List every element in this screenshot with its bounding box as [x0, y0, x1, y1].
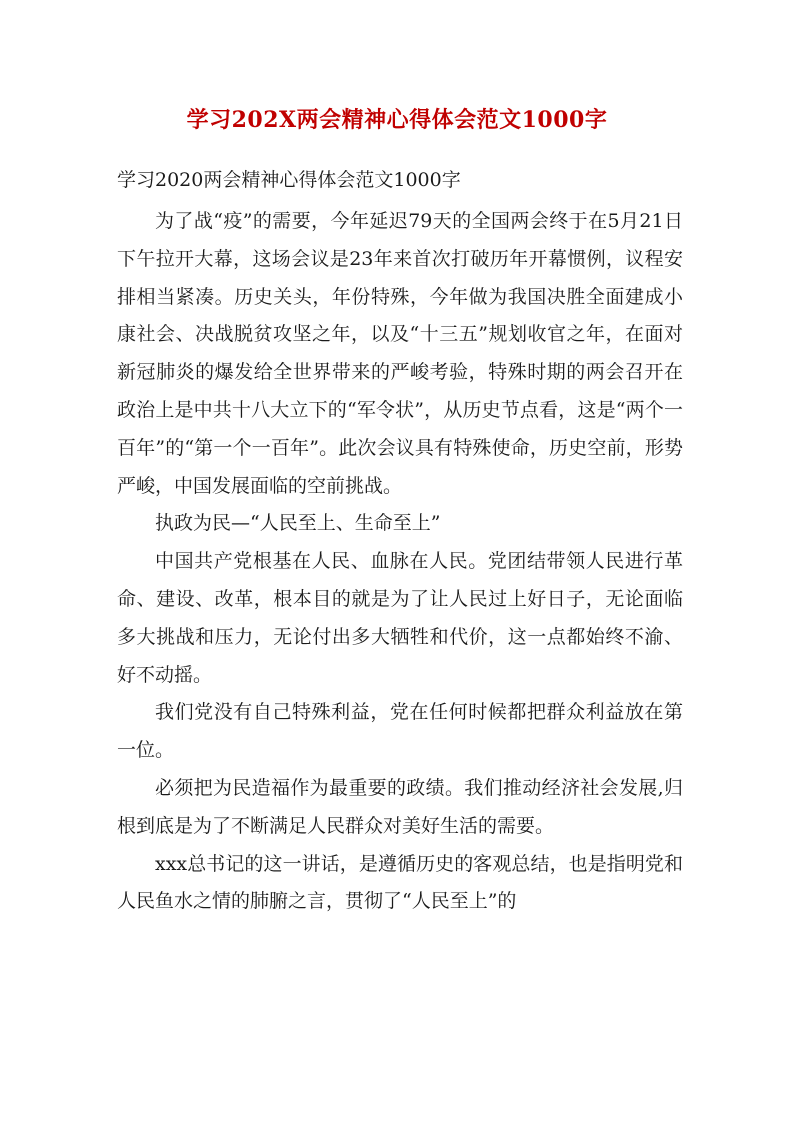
paragraph: 为了战“疫”的需要，今年延迟79天的全国两会终于在5月21日下午拉开大幕，这场会议是23年来首次打破历年开幕惯例，议程安排相当紧凑。历史关头，年份特殊，今年做为我国决胜全面建成小康社会、决战脱贫攻坚之年，以及“十三五”规划收官之年，在面对新冠肺炎的爆发给全世界带来的严峻考验，特殊时期的两会召开在政治上是中共十八大立下的“军令状”，从历史节点看，这是“两个一百年”的“第一个一百年”。此次会议具有特殊使命，历史空前，形势严峻，中国发展面临的空前挑战。: [117, 210, 683, 497]
document-title: 学习202X两会精神心得体会范文1000字: [186, 107, 608, 133]
paragraph: 中国共产党根基在人民、血脉在人民。党团结带领人民进行革命、建设、改革，根本目的就是为了让人民过上好日子，无论面临多大挑战和压力，无论付出多大牺牲和代价，这一点都始终不渝、好不动摇。: [117, 550, 683, 686]
paragraph: 我们党没有自己特殊利益，党在任何时候都把群众利益放在第一位。: [117, 701, 683, 762]
paragraph: xxx总书记的这一讲话，是遵循历史的客观总结，也是指明党和人民鱼水之情的肺腑之言，贯彻了“人民至上”的: [117, 852, 683, 913]
document-subtitle: 学习2020两会精神心得体会范文1000字: [117, 169, 461, 191]
paragraph: 必须把为民造福作为最重要的政绩。我们推动经济社会发展,归根到底是为了不断满足人民群众对美好生活的需要。: [117, 776, 683, 837]
section-heading: 执政为民—“人民至上、生命至上”: [155, 512, 441, 535]
document-body: [117, 203, 683, 921]
